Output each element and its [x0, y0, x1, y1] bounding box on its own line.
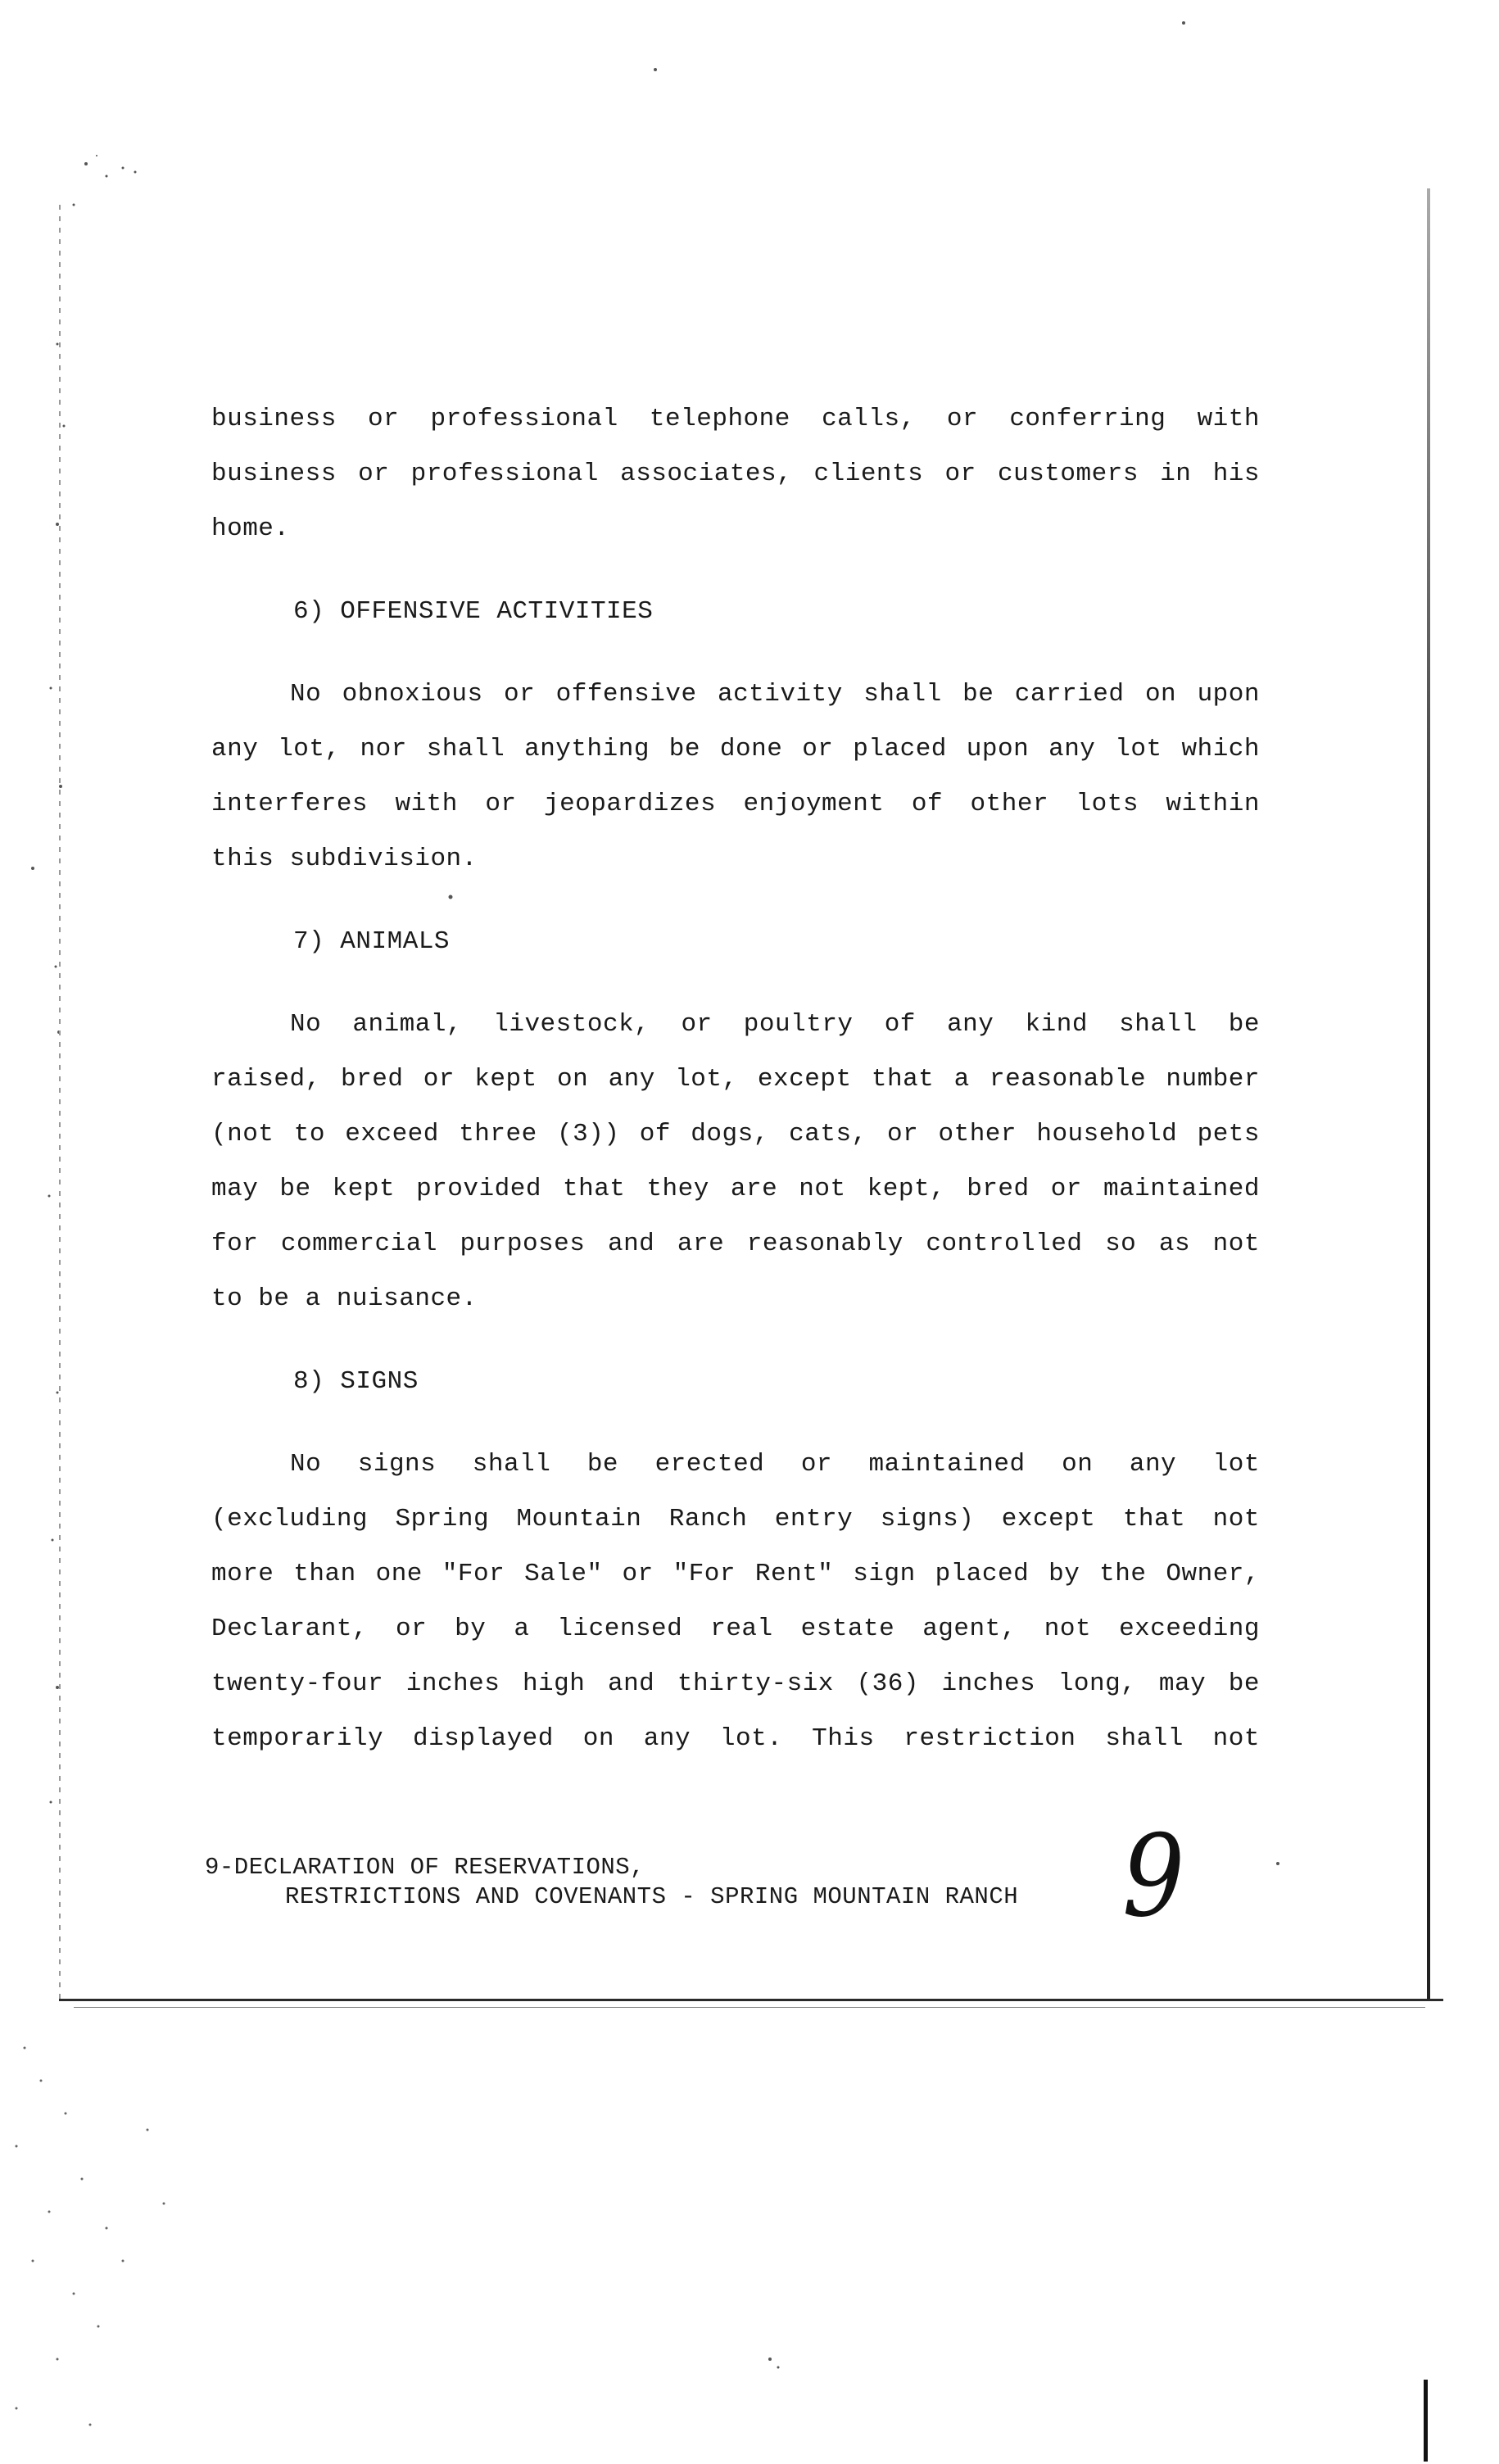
- text-line: interferes with or jeopardizes enjoyment of other lots within: [211, 790, 1260, 818]
- page-bottom-edge-line: [59, 1999, 1443, 2001]
- text-line: any lot, nor shall anything be done or placed upon any lot which: [211, 735, 1260, 763]
- text-line: No animal, livestock, or poultry of any kind shall be: [290, 1010, 1260, 1039]
- section-signs: [211, 1354, 1260, 1766]
- text-line: temporarily displayed on any lot. This restriction shall not: [211, 1724, 1260, 1753]
- section-animals: [211, 914, 1260, 1326]
- section-offensive-activities: [211, 584, 1260, 886]
- document-body: [211, 392, 1260, 1766]
- text-line: business or professional associates, clients or customers in his: [211, 460, 1260, 488]
- text-line: this subdivision.: [211, 845, 478, 873]
- footer-title-line: 9-DECLARATION OF RESERVATIONS,: [205, 1854, 645, 1881]
- scan-right-edge: [1427, 188, 1430, 1999]
- text-line: for commercial purposes and are reasonably controlled so as not: [211, 1230, 1260, 1258]
- text-line: (excluding Spring Mountain Ranch entry signs) except that not: [211, 1505, 1260, 1533]
- text-line: to be a nuisance.: [211, 1284, 478, 1313]
- handwritten-page-number: 9: [1122, 1811, 1185, 1943]
- text-line: No signs shall be erected or maintained on any lot: [290, 1450, 1260, 1479]
- text-line: Declarant, or by a licensed real estate agent, not exceeding: [211, 1615, 1260, 1643]
- text-line: more than one "For Sale" or "For Rent" sign placed by the Owner,: [211, 1560, 1260, 1588]
- scan-left-edge: [59, 205, 61, 1999]
- section-heading: 6) OFFENSIVE ACTIVITIES: [293, 597, 654, 626]
- section-heading: 7) ANIMALS: [293, 927, 451, 956]
- document-footer: [205, 1853, 1018, 1912]
- footer-subtitle-line: RESTRICTIONS AND COVENANTS - SPRING MOUNTAIN RANCH: [285, 1883, 1019, 1910]
- text-line: business or professional telephone calls, or conferring with: [211, 405, 1260, 433]
- text-line: raised, bred or kept on any lot, except that a reasonable number: [211, 1065, 1260, 1094]
- page-bottom-edge-shadow: [74, 2007, 1425, 2008]
- paragraph-continuation: [211, 392, 1260, 556]
- text-line: may be kept provided that they are not kept, bred or maintained: [211, 1175, 1260, 1203]
- scan-edge-mark: [1424, 2380, 1428, 2462]
- text-line: twenty-four inches high and thirty-six (36) inches long, may be: [211, 1669, 1260, 1698]
- text-line: No obnoxious or offensive activity shall be carried on upon: [290, 680, 1260, 709]
- text-line: home.: [211, 514, 290, 543]
- section-heading: 8) SIGNS: [293, 1367, 419, 1396]
- text-line: (not to exceed three (3)) of dogs, cats, or other household pets: [211, 1120, 1260, 1148]
